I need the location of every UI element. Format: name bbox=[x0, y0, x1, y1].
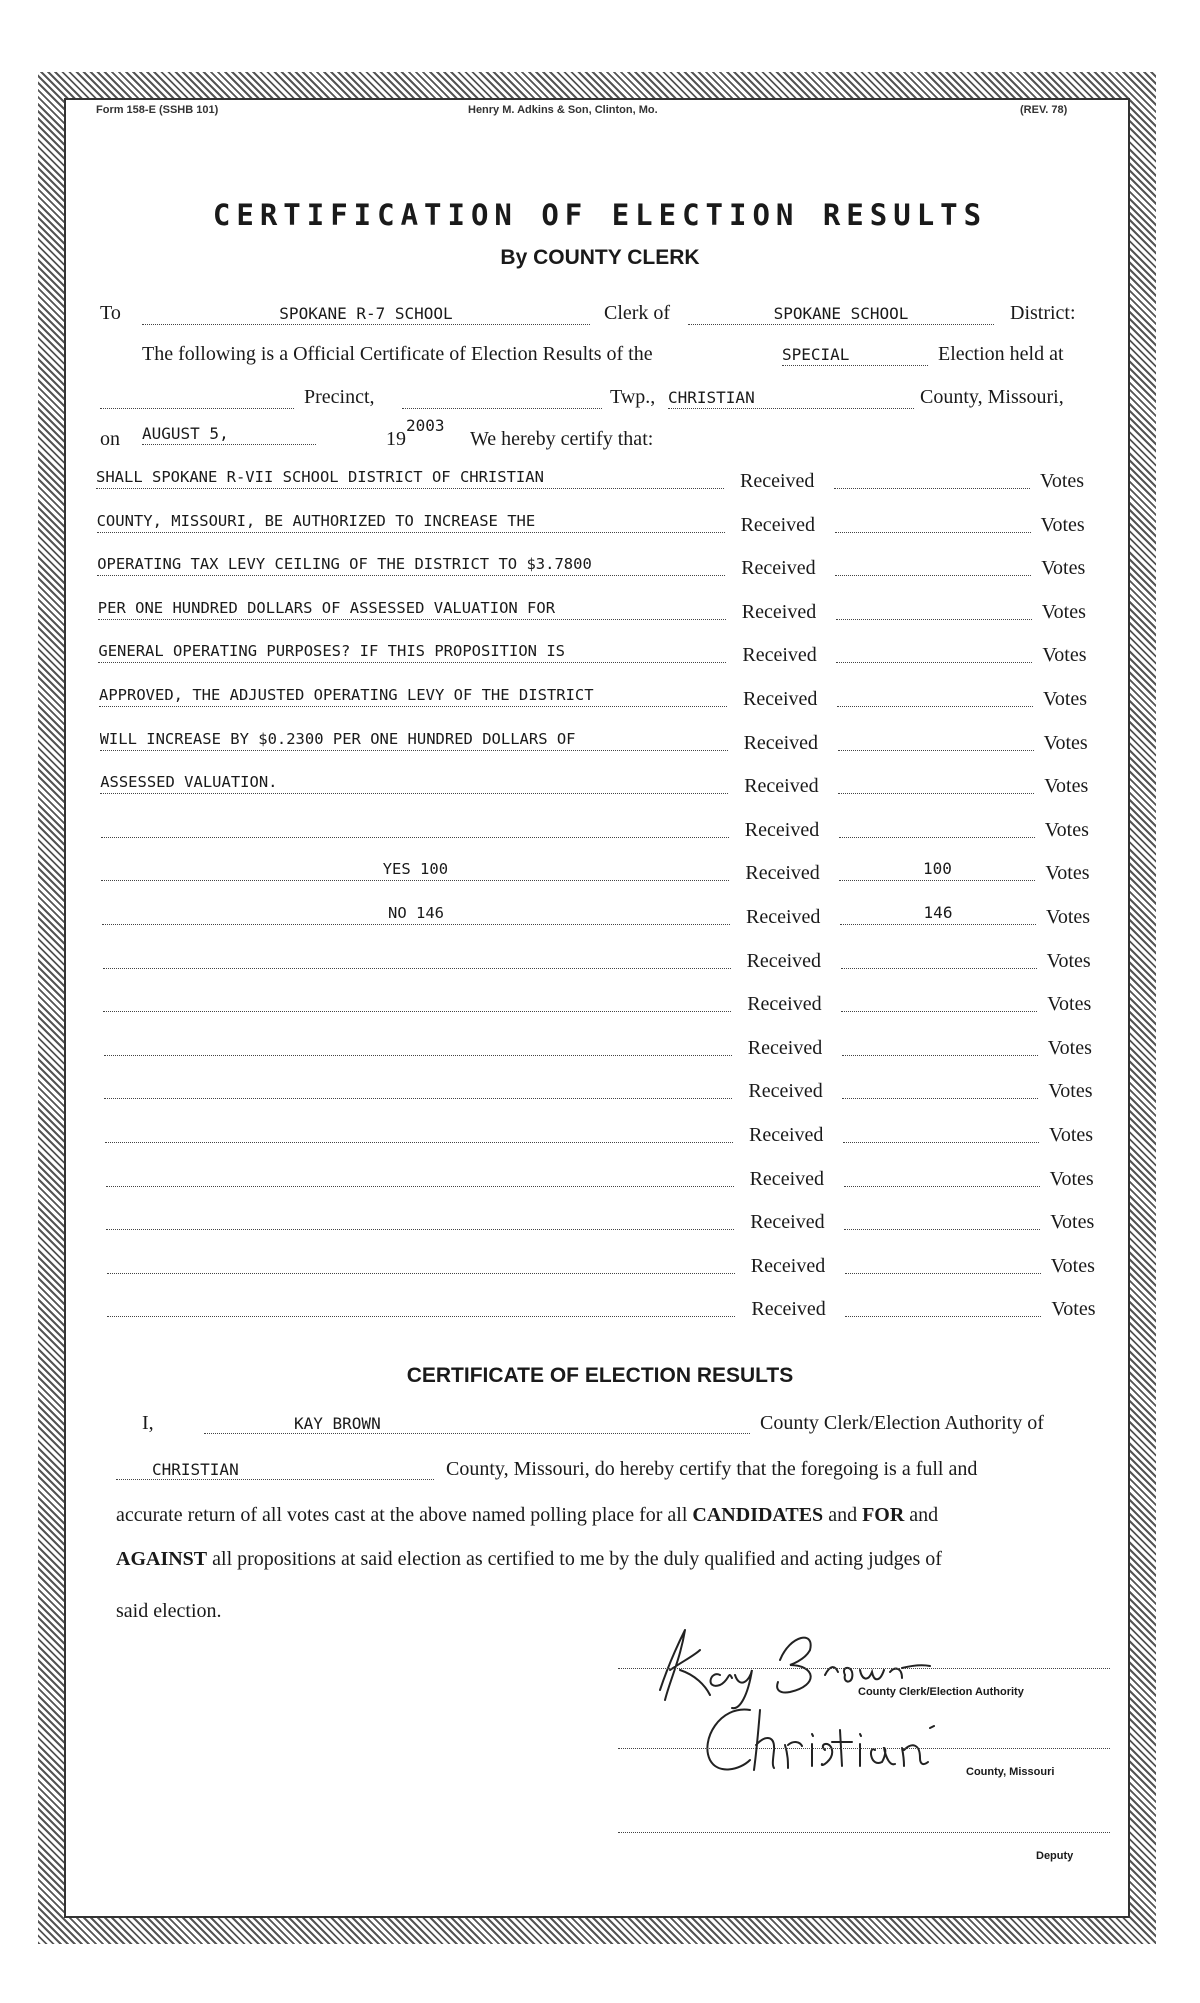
vote-count-field bbox=[837, 680, 1033, 707]
result-row-text bbox=[101, 811, 729, 838]
year-value: 2003 bbox=[406, 416, 445, 435]
vote-count-field bbox=[836, 636, 1032, 663]
deputy-signature-line bbox=[618, 1832, 1110, 1833]
received-label: Received bbox=[741, 557, 816, 580]
i-label: I, bbox=[142, 1412, 154, 1434]
result-row-text: NO 146 bbox=[102, 898, 730, 925]
certificate-line-3: accurate return of all votes cast at the above named polling place for all bbox=[116, 1504, 688, 1526]
and-word: and bbox=[828, 1504, 858, 1526]
received-label: Received bbox=[743, 688, 818, 710]
result-row-text bbox=[105, 1116, 733, 1143]
certify-label: We hereby certify that: bbox=[470, 428, 654, 450]
received-label: Received bbox=[749, 1124, 824, 1146]
page-title: CERTIFICATION OF ELECTION RESULTS bbox=[212, 198, 988, 232]
vote-count-field bbox=[841, 942, 1037, 969]
district-label: District: bbox=[1010, 302, 1076, 324]
precinct-field bbox=[100, 384, 294, 409]
vote-count-field bbox=[844, 1203, 1040, 1230]
form-revision: (REV. 78) bbox=[1020, 104, 1068, 116]
vote-count-field bbox=[838, 724, 1034, 751]
page-subtitle: By COUNTY CLERK bbox=[500, 246, 700, 269]
clerk-of-label: Clerk of bbox=[604, 302, 671, 324]
deputy-signature-label: Deputy bbox=[1036, 1850, 1074, 1862]
received-label: Received bbox=[751, 1298, 826, 1321]
received-label: Received bbox=[741, 600, 817, 623]
vote-count-field bbox=[845, 1290, 1041, 1317]
county-label: County, Missouri, bbox=[920, 386, 1064, 408]
vote-count-field bbox=[834, 462, 1030, 489]
received-label: Received bbox=[744, 818, 820, 841]
year-prefix: 19 bbox=[386, 428, 406, 450]
and-word-2: and bbox=[909, 1504, 939, 1526]
on-label: on bbox=[100, 428, 120, 450]
received-label: Received bbox=[750, 1211, 825, 1234]
vote-count-field bbox=[841, 985, 1037, 1012]
date-field: AUGUST 5, bbox=[142, 420, 316, 445]
vote-count-field bbox=[844, 1160, 1040, 1187]
printer-name: Henry M. Adkins & Son, Clinton, Mo. bbox=[468, 104, 658, 116]
result-row-text bbox=[106, 1203, 734, 1230]
received-label: Received bbox=[746, 906, 821, 928]
votes-label: Votes bbox=[1049, 1167, 1094, 1190]
received-label: Received bbox=[748, 1080, 823, 1103]
twp-label: Twp., bbox=[610, 386, 656, 408]
election-held-label: Election held at bbox=[938, 343, 1064, 365]
result-row-text: GENERAL OPERATING PURPOSES? IF THIS PROPOSITION IS bbox=[98, 636, 726, 663]
certificate-county-field: CHRISTIAN bbox=[116, 1456, 434, 1480]
vote-count-field bbox=[838, 767, 1034, 794]
received-label: Received bbox=[740, 470, 815, 492]
result-row-text bbox=[103, 985, 731, 1012]
votes-label: Votes bbox=[1043, 688, 1088, 710]
votes-label: Votes bbox=[1041, 557, 1086, 580]
clerk-signature-line bbox=[618, 1668, 1110, 1669]
result-row-text: ASSESSED VALUATION. bbox=[100, 767, 728, 794]
result-row-text: COUNTY, MISSOURI, BE AUTHORIZED TO INCREASE THE bbox=[97, 506, 725, 533]
for-word: FOR bbox=[862, 1504, 905, 1526]
clerk-signature-label: County Clerk/Election Authority bbox=[858, 1686, 1024, 1698]
received-label: Received bbox=[740, 513, 815, 536]
votes-label: Votes bbox=[1046, 949, 1091, 972]
county-signature-line bbox=[618, 1748, 1110, 1749]
result-row-text: WILL INCREASE BY $0.2300 PER ONE HUNDRED DOLLARS OF bbox=[100, 724, 728, 751]
votes-label: Votes bbox=[1040, 470, 1085, 492]
result-row-text bbox=[104, 1072, 732, 1099]
result-row-text bbox=[107, 1290, 735, 1317]
votes-label: Votes bbox=[1049, 1124, 1094, 1146]
vote-count-field bbox=[835, 549, 1031, 576]
certificate-line-4: all propositions at said election as certified to me by the duly qualified and acting judges of bbox=[212, 1548, 942, 1570]
received-label: Received bbox=[747, 993, 822, 1016]
form-id: Form 158-E (SSHB 101) bbox=[96, 104, 219, 116]
result-row-text: OPERATING TAX LEVY CEILING OF THE DISTRICT TO $3.7800 bbox=[97, 549, 725, 576]
vote-count-field: 146 bbox=[840, 898, 1036, 925]
received-label: Received bbox=[744, 775, 819, 798]
votes-label: Votes bbox=[1040, 513, 1085, 536]
precinct-label: Precinct, bbox=[304, 386, 375, 408]
result-row-text: PER ONE HUNDRED DOLLARS OF ASSESSED VALUATION FOR bbox=[98, 593, 726, 620]
county-signature bbox=[690, 1700, 970, 1780]
votes-label: Votes bbox=[1044, 818, 1089, 841]
vote-count-field bbox=[839, 811, 1035, 838]
certificate-line-2: County, Missouri, do hereby certify that the foregoing is a full and bbox=[446, 1458, 978, 1480]
votes-label: Votes bbox=[1045, 862, 1090, 885]
votes-label: Votes bbox=[1044, 775, 1089, 798]
to-label: To bbox=[100, 302, 121, 324]
authority-label: County Clerk/Election Authority of bbox=[760, 1412, 1044, 1434]
vote-count-field: 100 bbox=[839, 854, 1035, 881]
result-row-text bbox=[103, 942, 731, 969]
result-row-text: SHALL SPOKANE R-VII SCHOOL DISTRICT OF CHRISTIAN bbox=[96, 462, 724, 489]
received-label: Received bbox=[743, 731, 818, 754]
votes-label: Votes bbox=[1041, 600, 1086, 623]
received-label: Received bbox=[747, 1036, 823, 1059]
votes-label: Votes bbox=[1051, 1298, 1096, 1321]
vote-count-field bbox=[843, 1116, 1039, 1143]
vote-count-field bbox=[845, 1247, 1041, 1274]
county-field: CHRISTIAN bbox=[668, 384, 914, 409]
received-label: Received bbox=[750, 1254, 826, 1277]
result-row-text bbox=[106, 1160, 734, 1187]
clerk-name-field: KAY BROWN bbox=[204, 1410, 750, 1434]
received-label: Received bbox=[746, 949, 821, 972]
candidates-word: CANDIDATES bbox=[692, 1504, 824, 1526]
result-row-text bbox=[104, 1029, 732, 1056]
vote-count-field bbox=[835, 506, 1031, 533]
intro-text: The following is a Official Certificate of Election Results of the bbox=[142, 343, 653, 365]
vote-count-field bbox=[842, 1072, 1038, 1099]
certificate-title: CERTIFICATE OF ELECTION RESULTS bbox=[406, 1364, 794, 1387]
against-word: AGAINST bbox=[116, 1548, 208, 1570]
result-row-text bbox=[107, 1247, 735, 1274]
certificate-line-5: said election. bbox=[116, 1600, 222, 1622]
vote-count-field bbox=[842, 1029, 1038, 1056]
election-type-field: SPECIAL bbox=[782, 341, 928, 366]
result-row-text: APPROVED, THE ADJUSTED OPERATING LEVY OF THE DISTRICT bbox=[99, 680, 727, 707]
votes-label: Votes bbox=[1043, 731, 1088, 754]
clerk-of-field: SPOKANE SCHOOL bbox=[688, 300, 994, 325]
vote-count-field bbox=[836, 593, 1032, 620]
twp-field bbox=[402, 384, 602, 409]
votes-label: Votes bbox=[1046, 906, 1091, 928]
votes-label: Votes bbox=[1048, 1080, 1093, 1103]
received-label: Received bbox=[742, 644, 817, 667]
result-row-text: YES 100 bbox=[101, 854, 729, 881]
votes-label: Votes bbox=[1047, 1036, 1092, 1059]
county-signature-label: County, Missouri bbox=[966, 1766, 1055, 1778]
to-field: SPOKANE R-7 SCHOOL bbox=[142, 300, 590, 325]
votes-label: Votes bbox=[1047, 993, 1092, 1016]
votes-label: Votes bbox=[1050, 1254, 1095, 1277]
votes-label: Votes bbox=[1042, 644, 1087, 667]
received-label: Received bbox=[749, 1167, 824, 1190]
votes-label: Votes bbox=[1050, 1211, 1095, 1234]
received-label: Received bbox=[745, 862, 820, 885]
